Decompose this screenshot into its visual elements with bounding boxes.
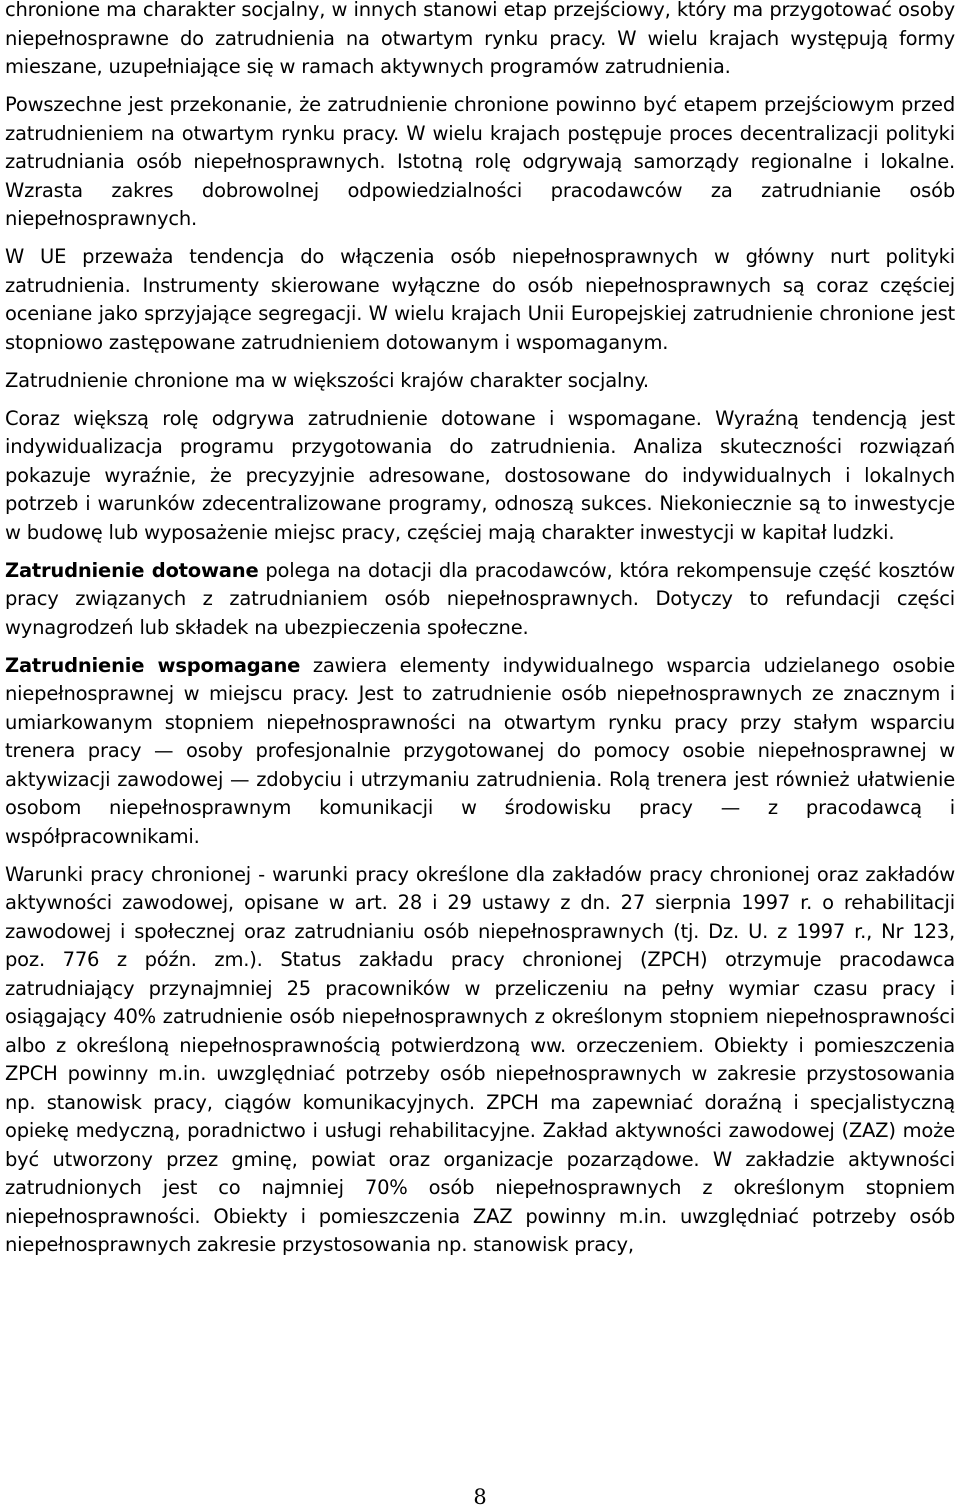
term-subsidized-employment: Zatrudnienie dotowane	[5, 558, 259, 582]
paragraph-5	[5, 405, 955, 548]
paragraph-6	[5, 557, 955, 643]
paragraph-8	[5, 861, 955, 1260]
paragraph-3	[5, 243, 955, 357]
paragraph-2-text: Powszechne jest przekonanie, że zatrudnienie chronione powinno być etapem przejściowym przed zatrudnieniem na otwartym rynku pracy. W wielu krajach postępuje proces decentralizacji polityki zatrudniania osób niepełnosprawnych. Istotną rolę odgrywają samorządy regionalne i lokalne. Wzrasta zakres dobrowolnej odpowiedzialności pracodawców za zatrudnianie osób niepełnosprawnych.	[5, 93, 955, 230]
paragraph-2	[5, 91, 955, 234]
term-supported-employment: Zatrudnienie wspomagane	[5, 653, 301, 677]
paragraph-5-text: Coraz większą rolę odgrywa zatrudnienie dotowane i wspomagane. Wyraźną tendencją jest indywidualizacja programu przygotowania do zatrudnienia. Analiza skuteczności rozwiązań pokazuje wyraźnie, że precyzyjnie adresowane, dostosowane do indywidualnych i lokalnych potrzeb i warunków zdecentralizowane programy, odnoszą sukces. Niekoniecznie są to inwestycje w budowę lub wyposażenie miejsc pracy, częściej mają charakter inwestycji w kapitał ludzki.	[5, 406, 955, 544]
paragraph-8-text: Warunki pracy chronionej - warunki pracy określone dla zakładów pracy chronionej oraz zakładów aktywności zawodowej, opisane w art. 28 i 29 ustawy z dn. 27 sierpnia 1997 r. o rehabilitacji zawodowej i społecznej oraz zatrudnianiu osób niepełnosprawnych (tj. Dz. U. z 1997 r., Nr 123, poz. 776 z późn. zm.). Status zakładu pracy chronionej (ZPCH) otrzymuje pracodawca zatrudniający przynajmniej 25 pracowników w przeliczeniu na pełny wymiar czasu pracy i osiągający 40% zatrudnienie osób niepełnosprawnych z określonym stopniem niepełnosprawności albo z określoną niepełnosprawnością potwierdzoną ww. orzeczeniem. Obiekty i pomieszczenia ZPCH powinny m.in. uwzględniać potrzeby osób niepełnosprawnych w zakresie przystosowania np. stanowisk pracy, ciągów komunikacyjnych. ZPCH ma zapewniać doraźną i specjalistyczną opiekę medyczną, poradnictwo i usługi rehabilitacyjne. Zakład aktywności zawodowej (ZAZ) może być utworzony przez gminę, powiat oraz organizacje pozarządowe. W zakładzie aktywności zatrudnionych jest co najmniej 70% osób niepełnosprawnych z określonym stopniem niepełnosprawności. Obiekty i pomieszczenia ZAZ powinny m.in. uwzględniać potrzeby osób niepełnosprawnych zakresie przystosowania np. stanowisk pracy,	[5, 862, 955, 1256]
paragraph-4-text: Zatrudnienie chronione ma w większości krajów charakter socjalny.	[5, 368, 649, 392]
page-number: 8	[473, 1485, 487, 1509]
paragraph-7	[5, 652, 955, 852]
paragraph-6-text: polega na dotacji dla pracodawców, która rekompensuje część kosztów pracy związanych z zatrudnianiem osób niepełnosprawnych. Dotyczy to refundacji części wynagrodzeń lub składek na ubezpieczenia społeczne.	[5, 558, 956, 639]
paragraph-7-text: zawiera elementy indywidualnego wsparcia udzielanego osobie niepełnosprawnej w miejscu pracy. Jest to zatrudnienie osób niepełnosprawnych ze znacznym i umiarkowanym stopniem niepełnosprawności na otwartym rynku pracy przy stałym wsparciu trenera pracy — osoby profesjonalnie przygotowanej do pomocy osobie niepełnosprawnej w aktywizacji zawodowej — zdobyciu i utrzymaniu zatrudnienia. Rolą trenera jest również ułatwienie osobom niepełnosprawnym komunikacji w środowisku pracy — z pracodawcą i współpracownikami.	[5, 653, 956, 848]
paragraph-1	[5, 0, 955, 82]
document-page	[5, 0, 955, 1269]
paragraph-4	[5, 367, 955, 396]
paragraph-1-text: chronione ma charakter socjalny, w innych stanowi etap przejściowy, który ma przygotować osoby niepełnosprawne do zatrudnienia na otwartym rynku pracy. W wielu krajach występują formy mieszane, uzupełniające się w ramach aktywnych programów zatrudnienia.	[5, 0, 955, 78]
paragraph-3-text: W UE przeważa tendencja do włączenia osób niepełnosprawnych w główny nurt polityki zatrudnienia. Instrumenty skierowane wyłączne do osób niepełnosprawnych są coraz częściej oceniane jako sprzyjające segregacji. W wielu krajach Unii Europejskiej zatrudnienie chronione jest stopniowo zastępowane zatrudnieniem dotowanym i wspomaganym.	[5, 245, 955, 354]
